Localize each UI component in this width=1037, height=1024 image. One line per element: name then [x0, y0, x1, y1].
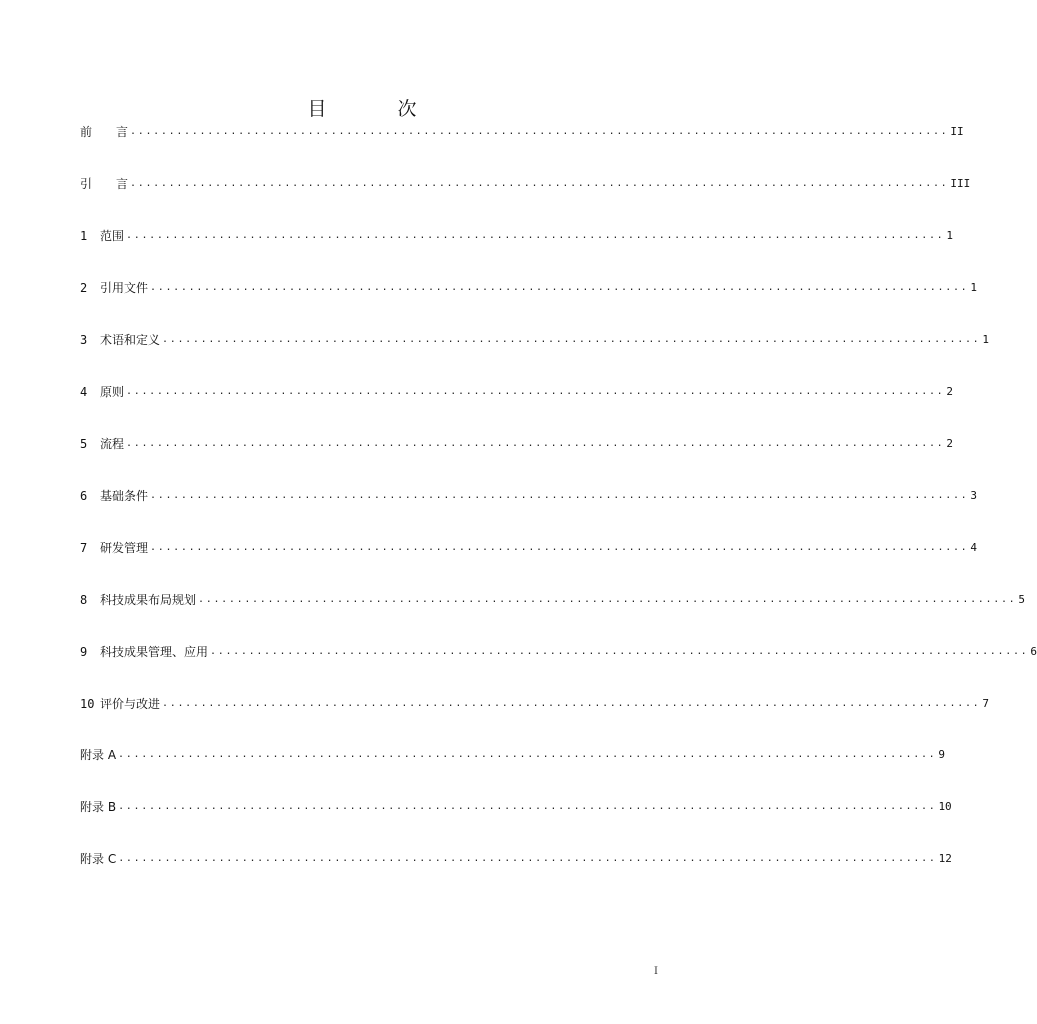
- toc-entry-9[interactable]: [80, 643, 1037, 659]
- toc-entry-4[interactable]: [80, 383, 954, 399]
- toc-leader-dots: ..........................................................................................................: [162, 698, 981, 709]
- toc-leader-dots: ..........................................................................................................: [118, 801, 937, 812]
- page-number: I: [654, 966, 658, 977]
- toc-entry-page: 5: [1018, 593, 1026, 606]
- toc-entry-label: 引 言: [80, 177, 129, 191]
- toc-entry-label: 4 原则: [80, 385, 125, 399]
- toc-entry-page: 6: [1030, 645, 1037, 658]
- toc-entry-page: II: [950, 125, 964, 138]
- toc-entry-label: 5 流程: [80, 437, 125, 451]
- toc-entry-label: 2 引用文件: [80, 281, 149, 295]
- toc-entry-page: III: [950, 177, 971, 190]
- toc-entry-page: 9: [938, 748, 946, 761]
- toc-entry-page: 1: [946, 229, 954, 242]
- toc-entry-3[interactable]: [80, 331, 990, 347]
- toc-entry-label: 8 科技成果布局规划: [80, 593, 197, 607]
- toc-title: 目 次: [307, 98, 443, 120]
- toc-entry-label: 7 研发管理: [80, 541, 149, 555]
- toc-leader-dots: ..........................................................................................................: [150, 490, 969, 501]
- toc-entry-8[interactable]: [80, 591, 1026, 607]
- toc-entry-2[interactable]: [80, 279, 978, 295]
- toc-entry-label: 附录 B: [80, 800, 117, 814]
- toc-entry-label: 1 范围: [80, 229, 125, 243]
- toc-leader-dots: ..........................................................................................................: [118, 853, 937, 864]
- toc-entry-page: 1: [982, 333, 990, 346]
- toc-leader-dots: ..........................................................................................................: [150, 282, 969, 293]
- toc-leader-dots: ..........................................................................................................: [126, 386, 945, 397]
- toc-entry-1[interactable]: [80, 227, 954, 243]
- toc-entry-appendix-b[interactable]: [80, 798, 952, 814]
- toc-entry-label: 6 基础条件: [80, 489, 149, 503]
- toc-entry-page: 10: [938, 800, 952, 813]
- toc-entry-page: 4: [970, 541, 978, 554]
- toc-entry-7[interactable]: [80, 539, 978, 555]
- toc-entry-page: 2: [946, 385, 954, 398]
- toc-entry-5[interactable]: [80, 435, 954, 451]
- toc-leader-dots: ..........................................................................................................: [130, 126, 949, 137]
- toc-entry-page: 1: [970, 281, 978, 294]
- toc-entry-page: 7: [982, 697, 990, 710]
- toc-entry-10[interactable]: [80, 695, 990, 711]
- toc-entry-label: 10 评价与改进: [80, 697, 161, 711]
- toc-leader-dots: ..........................................................................................................: [126, 230, 945, 241]
- toc-entry-page: 2: [946, 437, 954, 450]
- toc-entry-page: 12: [938, 852, 952, 865]
- toc-entry-label: 3 术语和定义: [80, 333, 161, 347]
- toc-leader-dots: ..........................................................................................................: [126, 438, 945, 449]
- toc-entry-appendix-a[interactable]: [80, 746, 946, 762]
- toc-entry-label: 9 科技成果管理、应用: [80, 645, 209, 659]
- toc-leader-dots: ..........................................................................................................: [150, 542, 969, 553]
- toc-entry-foreword[interactable]: [80, 123, 964, 139]
- toc-leader-dots: ..........................................................................................................: [162, 334, 981, 345]
- toc-leader-dots: ..........................................................................................................: [210, 646, 1029, 657]
- toc-entry-appendix-c[interactable]: [80, 850, 952, 866]
- toc-entry-page: 3: [970, 489, 978, 502]
- toc-leader-dots: ..........................................................................................................: [118, 749, 937, 760]
- toc-entry-label: 前 言: [80, 125, 129, 139]
- toc-entry-introduction[interactable]: [80, 175, 971, 191]
- toc-leader-dots: ..........................................................................................................: [130, 178, 949, 189]
- toc-entry-label: 附录 C: [80, 852, 117, 866]
- toc-leader-dots: ..........................................................................................................: [198, 594, 1017, 605]
- toc-entry-6[interactable]: [80, 487, 978, 503]
- toc-entry-label: 附录 A: [80, 748, 117, 762]
